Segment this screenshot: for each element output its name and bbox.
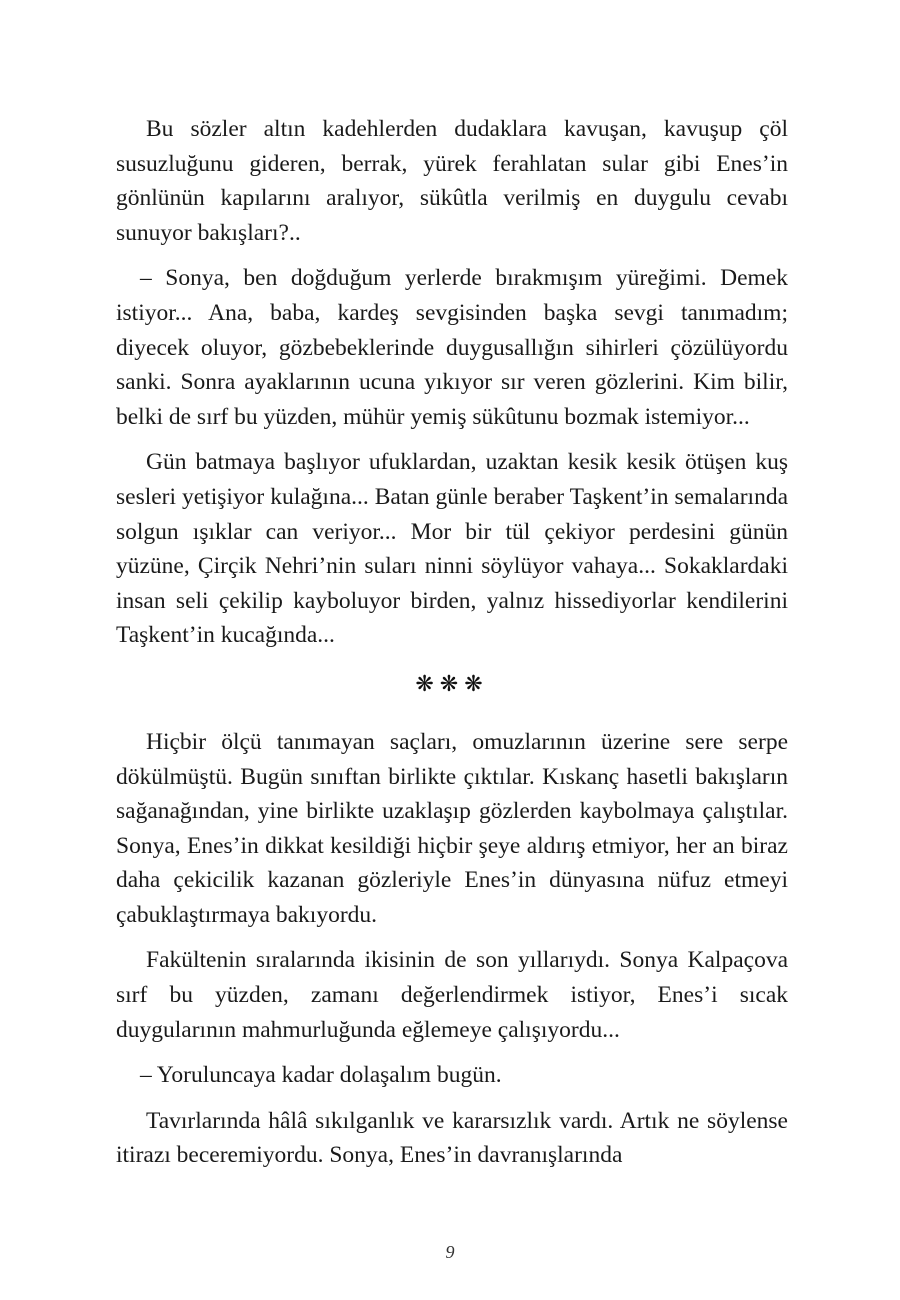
paragraph-7: Tavırlarında hâlâ sıkılganlık ve kararsızlık vardı. Artık ne söylense itirazı beceremiyordu. Sonya, Enes’in davranışlarında [116,1107,788,1169]
dialogue-paragraph-2: – Sonya, ben doğduğum yerlerde bırakmışım yüreğimi. Demek istiyor... Ana, baba, kardeş sevgisinden başka sevgi tanımadım; diyecek oluyor, gözbebeklerinde duygusallığın sihirleri çözülüyordu sanki. Sonra ayaklarının ucuna yıkıyor sır veren gözlerini. Kim bilir, belki de sırf bu yüzden, mühür yemiş sükûtunu bozmak istemiyor... [116,265,788,430]
paragraph-4: Hiçbir ölçü tanımayan saçları, omuzlarının üzerine sere serpe dökülmüştü. Bugün sınıftan birlikte çıktılar. Kıskanç hasetli bakışların sağanağından, yine birlikte uzaklaşıp gözlerden kaybolmaya çalıştılar. Sonya, Enes’in dikkat kesildiği hiçbir şeye aldırış etmiyor, her an biraz daha çekicilik kazanan gözleriyle Enes’in dünyasına nüfuz etmeyi çabuklaştırmaya bakıyordu. [116,728,788,928]
section-separator: ❋❋❋ [415,670,489,696]
book-page [116,112,788,1184]
paragraph-5: Fakültenin sıralarında ikisinin de son yıllarıydı. Sonya Kalpaçova sırf bu yüzden, zamanı değerlendirmek istiyor, Enes’i sıcak duygularının mahmurluğunda eğlemeye çalışıyordu... [116,947,788,1043]
paragraph-3: Gün batmaya başlıyor ufuklardan, uzaktan kesik kesik ötüşen kuş sesleri yetişiyor kulağına... Batan günle beraber Taşkent’in semalarında solgun ışıklar can veriyor... Mor bir tül çekiyor perdesini günün yüzüne, Çirçik Nehri’nin suları ninni söylüyor vahaya... Sokaklardaki insan seli çekilip kayboluyor birden, yalnız hissediyorlar kendilerini Taşkent’in kucağında... [116,449,788,649]
paragraph-1: Bu sözler altın kadehlerden dudaklara kavuşan, kavuşup çöl susuzluğunu gideren, berrak, yürek ferahlatan sular gibi Enes’in gönlünün kapılarını aralıyor, sükûtla verilmiş en duygulu cevabı sunuyor bakışları?.. [116,116,788,246]
page-number: 9 [445,1242,455,1262]
dialogue-paragraph-6: – Yoruluncaya kadar dolaşalım bugün. [140,1062,502,1089]
